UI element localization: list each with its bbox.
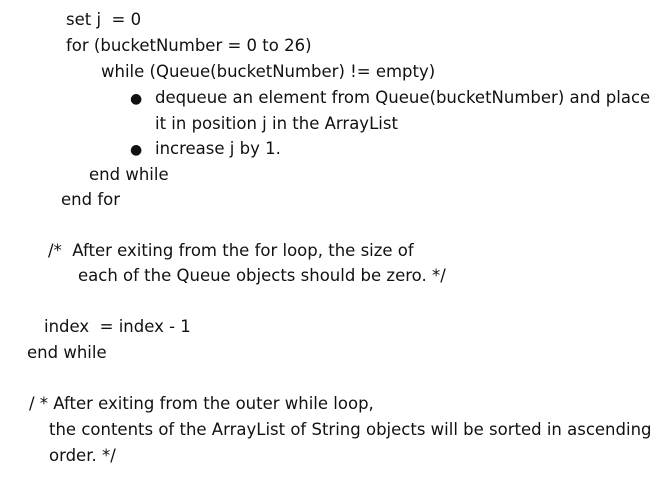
code-line-dequeue-2: it in position j in the ArrayList (155, 114, 398, 133)
comment-line-2c: order. */ (49, 446, 116, 465)
code-line-while-queue: while (Queue(bucketNumber) != empty) (101, 62, 436, 81)
code-line-index-update: index = index - 1 (44, 317, 191, 336)
code-line-dequeue-1: dequeue an element from Queue(bucketNumber) and place (155, 88, 651, 107)
bullet-dot: ● (130, 91, 143, 107)
code-line-for-bucket: for (bucketNumber = 0 to 26) (66, 36, 312, 55)
comment-line-2b: the contents of the ArrayList of String objects will be sorted in ascending (49, 420, 652, 439)
comment-line-2a: / * After exiting from the outer while loop, (29, 394, 374, 413)
code-line-end-while-inner: end while (89, 165, 169, 184)
code-line-end-for: end for (61, 190, 121, 209)
code-line-increase-j: increase j by 1. (155, 139, 281, 158)
comment-line-1b: each of the Queue objects should be zero. */ (78, 266, 446, 285)
code-line-set-j: set j = 0 (66, 10, 142, 29)
code-line-end-while-outer: end while (27, 343, 107, 362)
bullet-dot: ● (130, 142, 143, 158)
comment-line-1a: /* After exiting from the for loop, the size of (48, 241, 414, 260)
